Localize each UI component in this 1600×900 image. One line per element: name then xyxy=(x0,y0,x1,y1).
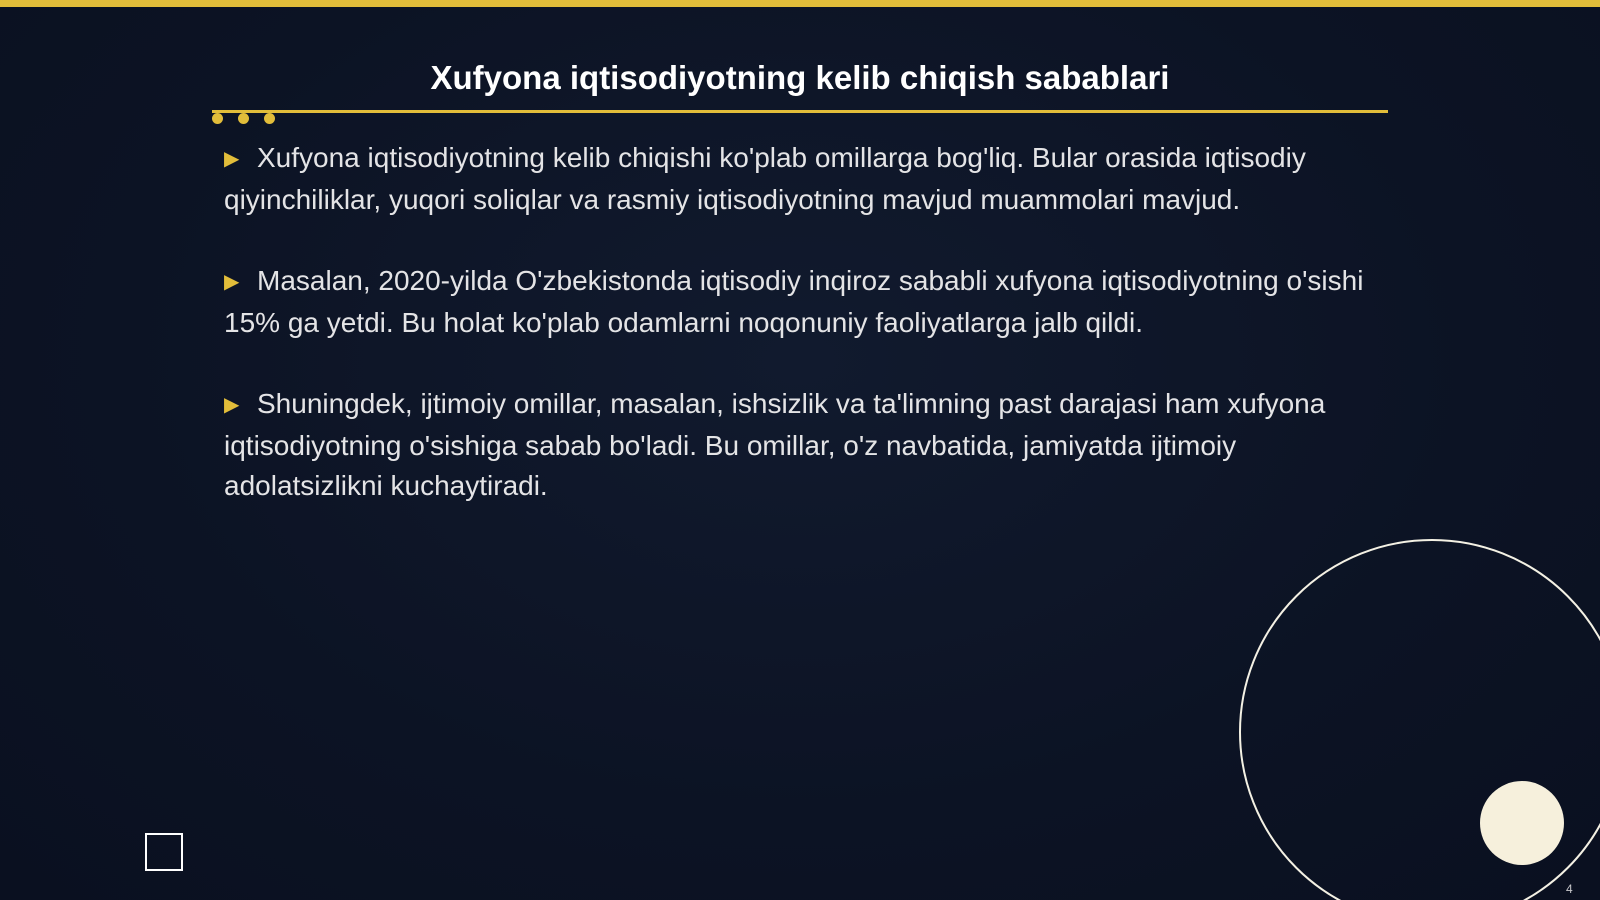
bullet-paragraph xyxy=(224,261,1374,343)
bullet-arrow-icon: ▶ xyxy=(224,148,240,170)
title-underline xyxy=(212,110,1388,113)
page-number: 4 xyxy=(1566,882,1573,896)
paragraph-text: Masalan, 2020-yilda O'zbekistonda iqtisodiy inqiroz sababli xufyona iqtisodiyotning o'sishi 15% ga yetdi. Bu holat ko'plab odamlarni noqonuniy faoliyatlarga jalb qildi. xyxy=(224,265,1364,338)
paragraph-text: Xufyona iqtisodiyotning kelib chiqishi ko'plab omillarga bog'liq. Bular orasida iqtisodiy qiyinchiliklar, yuqori soliqlar va rasmiy iqtisodiyotning mavjud muammolari mavjud. xyxy=(224,142,1306,215)
bullet-paragraph xyxy=(224,384,1374,507)
decorative-square xyxy=(145,833,183,871)
top-accent-bar xyxy=(0,0,1600,7)
bullet-arrow-icon: ▶ xyxy=(224,271,240,293)
decorative-dot xyxy=(238,113,249,124)
paragraph-text: Shuningdek, ijtimoiy omillar, masalan, ishsizlik va ta'limning past darajasi ham xufyona iqtisodiyotning o'sishiga sabab bo'ladi. Bu omillar, o'z navbatida, jamiyatda ijtimoiy adolatsizlikni kuchaytiradi. xyxy=(224,388,1326,501)
decorative-dots xyxy=(212,113,282,125)
decorative-dot xyxy=(264,113,275,124)
decorative-dot xyxy=(212,113,223,124)
bullet-paragraph xyxy=(224,138,1374,220)
bullet-arrow-icon: ▶ xyxy=(224,394,240,416)
bullet-list xyxy=(224,138,1374,548)
slide-title: Xufyona iqtisodiyotning kelib chiqish sabablari xyxy=(430,59,1170,96)
decorative-filled-circle xyxy=(1480,781,1564,865)
